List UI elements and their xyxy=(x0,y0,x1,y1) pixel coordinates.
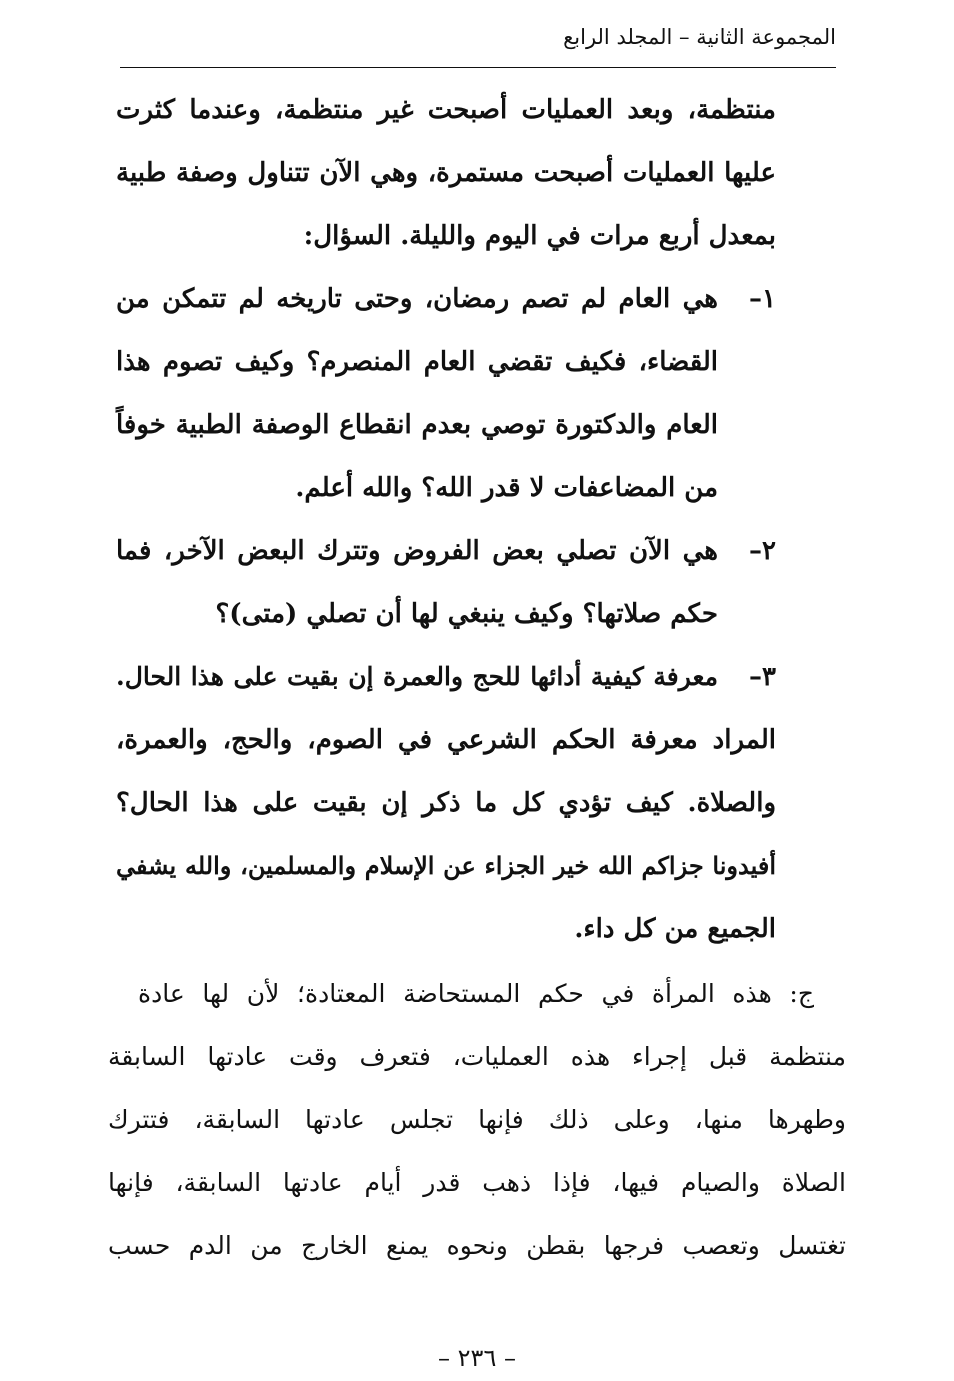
question-line: والصلاة. كيف تؤدي كل ما ذكر إن بقيت على هذا الحال؟ xyxy=(116,788,776,818)
answer-line: منتظمة قبل إجراء هذه العمليات، فتعرف وقت عادتها السابقة xyxy=(108,1042,846,1071)
item-number: ٣– xyxy=(749,662,776,692)
header-rule xyxy=(120,67,836,68)
question-line: حكم صلاتها؟ وكيف ينبغي لها أن تصلي (متى)؟ xyxy=(215,599,718,629)
answer-line: وطهرها منها، وعلى ذلك فإنها تجلس عادتها السابقة، فتترك xyxy=(108,1105,846,1134)
question-line: معرفة كيفية أدائها للحج والعمرة إن بقيت على هذا الحال. xyxy=(116,662,718,691)
answer-line: تغتسل وتعصب فرجها بقطن ونحوه يمنع الخارج من الدم حسب xyxy=(108,1231,846,1260)
running-header xyxy=(120,20,836,68)
question-line: منتظمة، وبعد العمليات أصبحت غير منتظمة، وعندما كثرت xyxy=(116,95,776,125)
header-title: المجموعة الثانية – المجلد الرابع xyxy=(563,25,836,49)
page-number: – ٢٣٦ – xyxy=(438,1344,516,1372)
item-number: ٢– xyxy=(749,536,776,566)
question-line: بمعدل أربع مرات في اليوم والليلة. السؤال: xyxy=(303,221,776,251)
question-line: أفيدونا جزاكم الله خير الجزاء عن الإسلام والمسلمين، والله يشفي xyxy=(116,851,776,880)
question-line: من المضاعفات لا قدر الله؟ والله أعلم. xyxy=(295,473,718,503)
answer-line: ج: هذه المرأة في حكم المستحاضة المعتادة؛ لأن لها عادة xyxy=(138,979,814,1008)
question-line: القضاء، فكيف تقضي العام المنصرم؟ وكيف تصوم هذا xyxy=(116,347,718,377)
question-line: المراد معرفة الحكم الشرعي في الصوم، والحج، والعمرة، xyxy=(116,725,776,755)
question-line: الجميع من كل داء. xyxy=(574,914,776,944)
question-line: عليها العمليات أصبحت مستمرة، وهي الآن تتناول وصفة طبية xyxy=(116,158,776,188)
question-line: هي العام لم تصم رمضان، وحتى تاريخه لم تتمكن من xyxy=(116,284,718,314)
question-line: هي الآن تصلي بعض الفروض وتترك البعض الآخر، فما xyxy=(116,536,718,566)
question-line: العام والدكتورة توصي بعدم انقطاع الوصفة الطبية خوفاً xyxy=(116,410,718,440)
item-number: ١– xyxy=(749,284,776,314)
answer-line: الصلاة والصيام فيها، فإذا ذهب قدر أيام عادتها السابقة، فإنها xyxy=(108,1168,846,1197)
